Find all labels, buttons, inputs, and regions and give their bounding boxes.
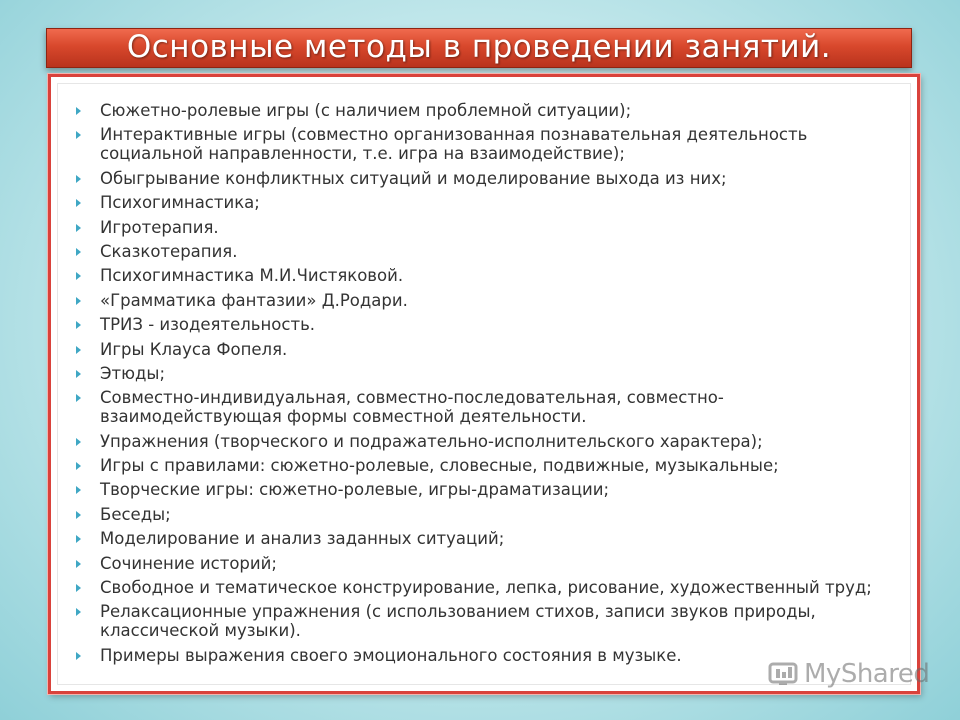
arrow-bullet-icon — [76, 321, 81, 329]
arrow-bullet-icon — [76, 370, 81, 378]
arrow-bullet-icon — [76, 608, 81, 616]
list-item-text: Беседы; — [100, 504, 171, 524]
list-item-text: Психогимнастика; — [100, 193, 260, 213]
list-item — [70, 315, 882, 334]
arrow-bullet-icon — [76, 131, 81, 139]
arrow-bullet-icon — [76, 107, 81, 115]
list-item — [70, 101, 882, 120]
arrow-bullet-icon — [76, 272, 81, 280]
arrow-bullet-icon — [76, 560, 81, 568]
arrow-bullet-icon — [76, 462, 81, 470]
list-item-text: Психогимнастика М.И.Чистяковой. — [100, 266, 404, 286]
list-item-text: Обыгрывание конфликтных ситуаций и моделирование выхода из них; — [100, 168, 727, 188]
watermark-text: MyShared — [804, 659, 930, 689]
arrow-bullet-icon — [76, 584, 81, 592]
arrow-bullet-icon — [76, 346, 81, 354]
list-item-text: Примеры выражения своего эмоционального состояния в музыке. — [100, 645, 682, 665]
arrow-bullet-icon — [76, 248, 81, 256]
list-item-text: Свободное и тематическое конструирование, лепка, рисование, художественный труд; — [100, 578, 872, 598]
list-item-text: Игры Клауса Фопеля. — [100, 339, 288, 359]
myshared-logo-icon — [768, 661, 798, 687]
arrow-bullet-icon — [76, 486, 81, 494]
arrow-bullet-icon — [76, 394, 81, 402]
list-item — [70, 529, 882, 548]
list-item-text: Сюжетно-ролевые игры (с наличием проблемной ситуации); — [100, 101, 632, 120]
list-item-text: «Грамматика фантазии» Д.Родари. — [100, 290, 408, 310]
list-item — [70, 169, 882, 188]
list-item-text: Игротерапия. — [100, 217, 219, 237]
list-item — [70, 242, 882, 261]
list-item — [70, 388, 882, 426]
list-item-text: Релаксационные упражнения (с использованием стихов, записи звуков природы, классической музыки). — [100, 602, 816, 641]
slide-title: Основные методы в проведении занятий. — [126, 29, 832, 65]
list-item — [70, 578, 882, 597]
list-item-text: Упражнения (творческого и подражательно-исполнительского характера); — [100, 431, 763, 451]
list-item — [70, 480, 882, 499]
list-item — [70, 602, 882, 640]
arrow-bullet-icon — [76, 652, 81, 660]
list-item-text: Интерактивные игры (совместно организованная познавательная деятельность социальной направленности, т.е. игра на взаимодействие); — [100, 125, 808, 164]
list-item — [70, 456, 882, 475]
list-item — [70, 125, 882, 163]
list-item-text: Сказкотерапия. — [100, 241, 238, 261]
list-item-text: Творческие игры: сюжетно-ролевые, игры-драматизации; — [100, 480, 610, 500]
list-item — [70, 646, 882, 665]
list-item — [70, 432, 882, 451]
arrow-bullet-icon — [76, 224, 81, 232]
list-item-text: Совместно-индивидуальная, совместно-последовательная, совместно-взаимодействующая формы совместной деятельности. — [100, 388, 724, 427]
list-item-text: Игры с правилами: сюжетно-ролевые, словесные, подвижные, музыкальные; — [100, 456, 779, 476]
list-item — [70, 193, 882, 212]
arrow-bullet-icon — [76, 438, 81, 446]
arrow-bullet-icon — [76, 199, 81, 207]
list-item-text: Сочинение историй; — [100, 553, 277, 573]
list-item — [70, 364, 882, 383]
list-item-text: ТРИЗ - изодеятельность. — [100, 315, 316, 335]
myshared-watermark — [768, 657, 929, 691]
list-item — [70, 291, 882, 310]
arrow-bullet-icon — [76, 511, 81, 519]
methods-list — [70, 101, 882, 670]
list-item — [70, 218, 882, 237]
list-item — [70, 266, 882, 285]
arrow-bullet-icon — [76, 297, 81, 305]
list-item — [70, 554, 882, 573]
list-item — [70, 340, 882, 359]
list-item-text: Моделирование и анализ заданных ситуаций; — [100, 529, 505, 549]
list-item — [70, 505, 882, 524]
list-item-text: Этюды; — [100, 363, 166, 383]
arrow-bullet-icon — [76, 175, 81, 183]
arrow-bullet-icon — [76, 535, 81, 543]
